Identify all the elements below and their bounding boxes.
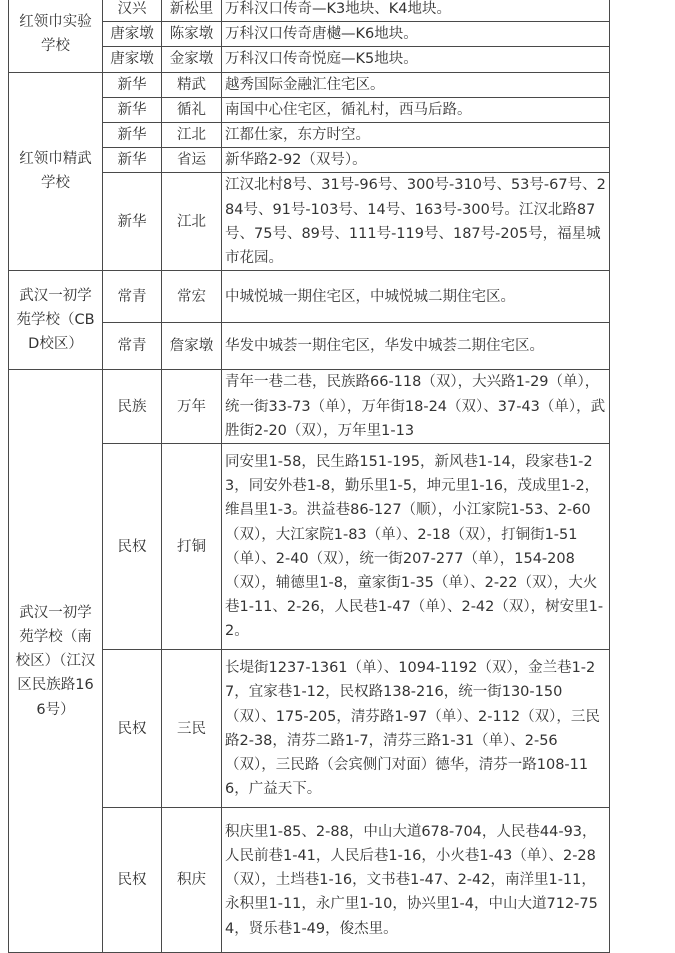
street-cell: 民权 — [103, 650, 162, 808]
address-cell: 中城悦城一期住宅区，中城悦城二期住宅区。 — [222, 271, 610, 323]
street-cell: 汉兴 — [103, 0, 162, 22]
street-cell: 常青 — [103, 323, 162, 370]
street-cell: 新华 — [103, 123, 162, 148]
community-cell: 金家墩 — [162, 47, 222, 72]
community-cell: 新松里 — [162, 0, 222, 22]
school-name: 红领巾精武学校 — [9, 72, 103, 271]
street-cell: 新华 — [103, 173, 162, 271]
community-cell: 万年 — [162, 370, 222, 444]
community-cell: 精武 — [162, 72, 222, 97]
school-name: 武汉一初学苑学校（南校区）（江汉区民族路166号） — [9, 370, 103, 953]
table-row — [9, 370, 610, 444]
address-cell: 长堤街1237-1361（单）、1094-1192（双），金兰巷1-27，宜家巷1-12，民权路138-216，统一街130-150（双）、175-205，清芬路1-97（单）、2-112（双），三民路2-38，清芬二路1-7，清芬三路1-31（单）、2-56（双），三民路（会宾侧门对面）德华，清芬一路108-116，广益天下。 — [222, 650, 610, 808]
address-cell: 青年一巷二巷，民族路66-118（双），大兴路1-29（单），统一街33-73（单），万年街18-24（双）、37-43（单），武胜街2-20（双），万年里1-13 — [222, 370, 610, 444]
address-cell: 万科汉口传奇—K3地块、K4地块。 — [222, 0, 610, 22]
table-row — [9, 271, 610, 323]
street-cell: 新华 — [103, 72, 162, 97]
community-cell: 陈家墩 — [162, 22, 222, 47]
school-name: 红领巾实验学校 — [9, 0, 103, 72]
address-cell: 同安里1-58，民生路151-195，新风巷1-14，段家巷1-23，同安外巷1-8，勤乐里1-5，坤元里1-16，茂成里1-2，维昌里1-3。洪益巷86-127（顺），小江家院1-53、2-60（双），大江家院1-83（单）、2-18（双），打铜街1-51（单）、2-40（双），统一街207-277（单），154-208（双），辅德里1-8，童家街1-35（单）、2-22（双），大火巷1-11、2-26，人民巷1-47（单）、2-42（双），树安里1-2。 — [222, 444, 610, 650]
address-cell: 万科汉口传奇唐樾—K6地块。 — [222, 22, 610, 47]
address-cell: 新华路2-92（双号）。 — [222, 148, 610, 173]
community-cell: 常宏 — [162, 271, 222, 323]
address-cell: 江都仕家，东方时空。 — [222, 123, 610, 148]
community-cell: 三民 — [162, 650, 222, 808]
street-cell: 常青 — [103, 271, 162, 323]
street-cell: 新华 — [103, 148, 162, 173]
street-cell: 民权 — [103, 444, 162, 650]
community-cell: 打铜 — [162, 444, 222, 650]
address-cell: 积庆里1-85、2-88，中山大道678-704，人民巷44-93，人民前巷1-41，人民后巷1-16，小火巷1-43（单）、2-28（双），土垱巷1-16，文书巷1-47、2-42，南洋里1-11，永积里1-11，永广里1-10，协兴里1-4，中山大道712-754，贤乐巷1-49，俊杰里。 — [222, 808, 610, 953]
community-cell: 省运 — [162, 148, 222, 173]
street-cell: 唐家墩 — [103, 47, 162, 72]
street-cell: 民权 — [103, 808, 162, 953]
community-cell: 詹家墩 — [162, 323, 222, 370]
address-cell: 南国中心住宅区，循礼村，西马后路。 — [222, 97, 610, 122]
address-cell: 万科汉口传奇悦庭—K5地块。 — [222, 47, 610, 72]
school-name: 武汉一初学苑学校（CBD校区） — [9, 271, 103, 370]
community-cell: 江北 — [162, 173, 222, 271]
school-district-table — [8, 0, 610, 953]
address-cell: 华发中城荟一期住宅区，华发中城荟二期住宅区。 — [222, 323, 610, 370]
table-row — [9, 72, 610, 97]
community-cell: 积庆 — [162, 808, 222, 953]
community-cell: 循礼 — [162, 97, 222, 122]
street-cell: 唐家墩 — [103, 22, 162, 47]
street-cell: 新华 — [103, 97, 162, 122]
address-cell: 江汉北村8号、31号-96号、300号-310号、53号-67号、284号、91号-103号、14号、163号-300号。江汉北路87号、75号、89号、111号-119号、187号-205号，福星城市花园。 — [222, 173, 610, 271]
street-cell: 民族 — [103, 370, 162, 444]
table-row — [9, 0, 610, 22]
address-cell: 越秀国际金融汇住宅区。 — [222, 72, 610, 97]
community-cell: 江北 — [162, 123, 222, 148]
